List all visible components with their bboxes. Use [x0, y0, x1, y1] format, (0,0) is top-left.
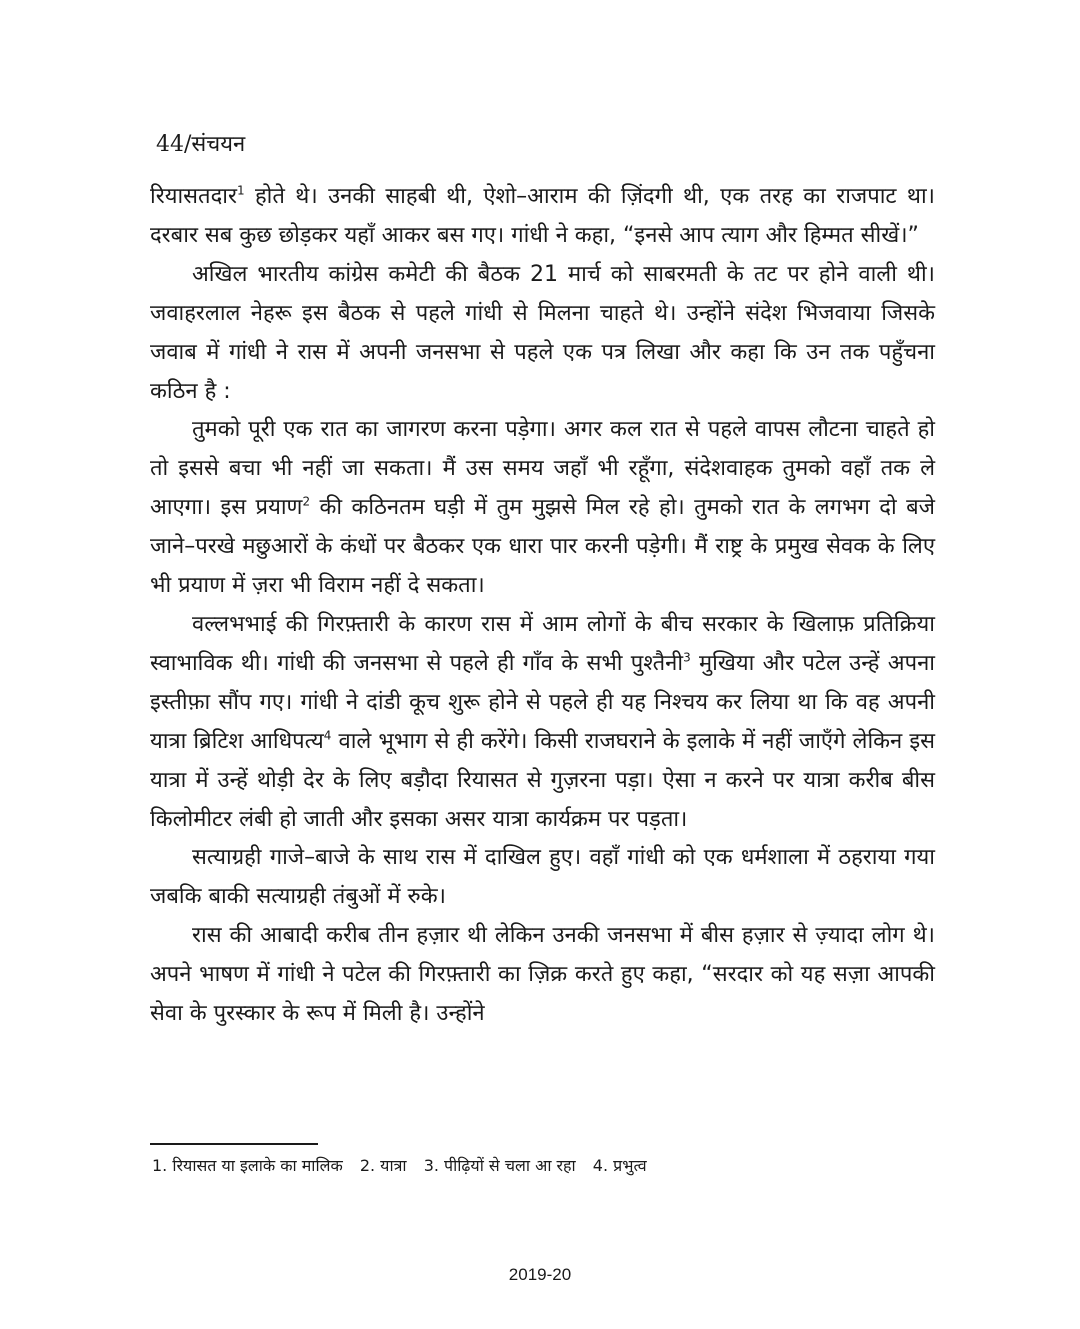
paragraph-5 [150, 839, 935, 917]
text-segment: की कठिनतम घड़ी में तुम मुझसे मिल रहे हो। तुमको रात के लगभग दो बजे जाने–परखे मछुआरों के कंधों पर बैठकर एक धारा पार करनी पड़ेगी। मैं राष्ट्र के प्रमुख सेवक के लिए भी प्रयाण में ज़रा भी विराम नहीं दे सकता। [150, 495, 935, 599]
footnote-marker: 1 [236, 183, 245, 198]
footnote-1: 1. रियासत या इलाके का मालिक [152, 1156, 343, 1175]
footnote-marker: 2 [302, 494, 311, 509]
text-segment: वाले भूभाग से ही करेंगे। किसी राजघराने के इलाके में नहीं जाएँगे लेकिन इस यात्रा में उन्हें थोड़ी देर के लिए बड़ौदा रियासत से गुज़रना पड़ा। ऐसा न करने पर यात्रा करीब बीस किलोमीटर लंबी हो जाती और इसका असर यात्रा कार्यक्रम पर पड़ता। [150, 728, 935, 832]
text-segment: सत्याग्रही गाजे–बाजे के साथ रास में दाखिल हुए। वहाँ गांधी को एक धर्मशाला में ठहराया गया जबकि बाकी सत्याग्रही तंबुओं में रुके। [150, 845, 935, 910]
footnotes [152, 1154, 659, 1176]
footnote-2: 2. यात्रा [359, 1156, 407, 1175]
text-segment: रियासतदार [150, 184, 237, 209]
text-segment: रास की आबादी करीब तीन हज़ार थी लेकिन उनकी जनसभा में बीस हज़ार से ज़्यादा लोग थे। अपने भाषण में गांधी ने पटेल की गिरफ़्तारी का ज़िक्र करते हुए कहा, “सरदार को यह सज़ा आपकी सेवा के पुरस्कार के रूप में मिली है। उन्होंने [150, 923, 935, 1027]
text-segment: होते थे। उनकी साहबी थी, ऐशो–आराम की ज़िंदगी थी, एक तरह का राजपाट था। दरबार सब कुछ छोड़कर यहाँ आकर बस गए। गांधी ने कहा, “इनसे आप त्याग और हिम्मत सीखें।” [150, 184, 935, 248]
paragraph-2 [150, 256, 935, 412]
footnote-4: 4. प्रभुत्व [592, 1156, 647, 1175]
footnote-marker: 4 [323, 728, 332, 743]
text-segment: तुमको पूरी एक रात का जागरण करना पड़ेगा। अगर कल रात से पहले वापस लौटना चाहते हो तो इससे बचा भी नहीं जा सकता। मैं उस समय जहाँ भी रहूँगा, संदेशवाहक तुमको वहाँ तक ले आएगा। इस प्रयाण [150, 417, 935, 521]
page-footer-year: 2019-20 [508, 1265, 572, 1284]
footnote-marker: 3 [683, 650, 691, 665]
text-segment: अखिल भारतीय कांग्रेस कमेटी की बैठक 21 मार्च को साबरमती के तट पर होने वाली थी। जवाहरलाल नेहरू इस बैठक से पहले गांधी से मिलना चाहते थे। उन्होंने संदेश भिजवाया जिसके जवाब में गांधी ने रास में अपनी जनसभा से पहले एक पत्र लिखा और कहा कि उन तक पहुँचना कठिन है : [150, 261, 935, 404]
footnote-3: 3. पीढ़ियों से चला आ रहा [423, 1156, 576, 1175]
paragraph-4 [150, 606, 935, 839]
page-header: 44/संचयन [156, 132, 246, 157]
text-segment: वल्लभभाई की गिरफ़्तारी के कारण रास में आम लोगों के बीच सरकार के खिलाफ़ प्रतिक्रिया स्वाभाविक थी। गांधी की जनसभा से पहले ही गाँव के सभी पुश्तैनी [150, 611, 935, 676]
paragraph-1 [150, 178, 935, 256]
paragraph-3-letter [150, 411, 935, 606]
body-text [150, 178, 935, 1034]
footnote-divider [150, 1143, 318, 1145]
paragraph-6 [150, 917, 935, 1034]
text-segment: मुखिया और पटेल उन्हें अपना इस्तीफ़ा सौंप गए। गांधी ने दांडी कूच शुरू होने से पहले ही यह निश्चय कर लिया था कि वह अपनी यात्रा ब्रिटिश आधिपत्य [150, 650, 935, 754]
